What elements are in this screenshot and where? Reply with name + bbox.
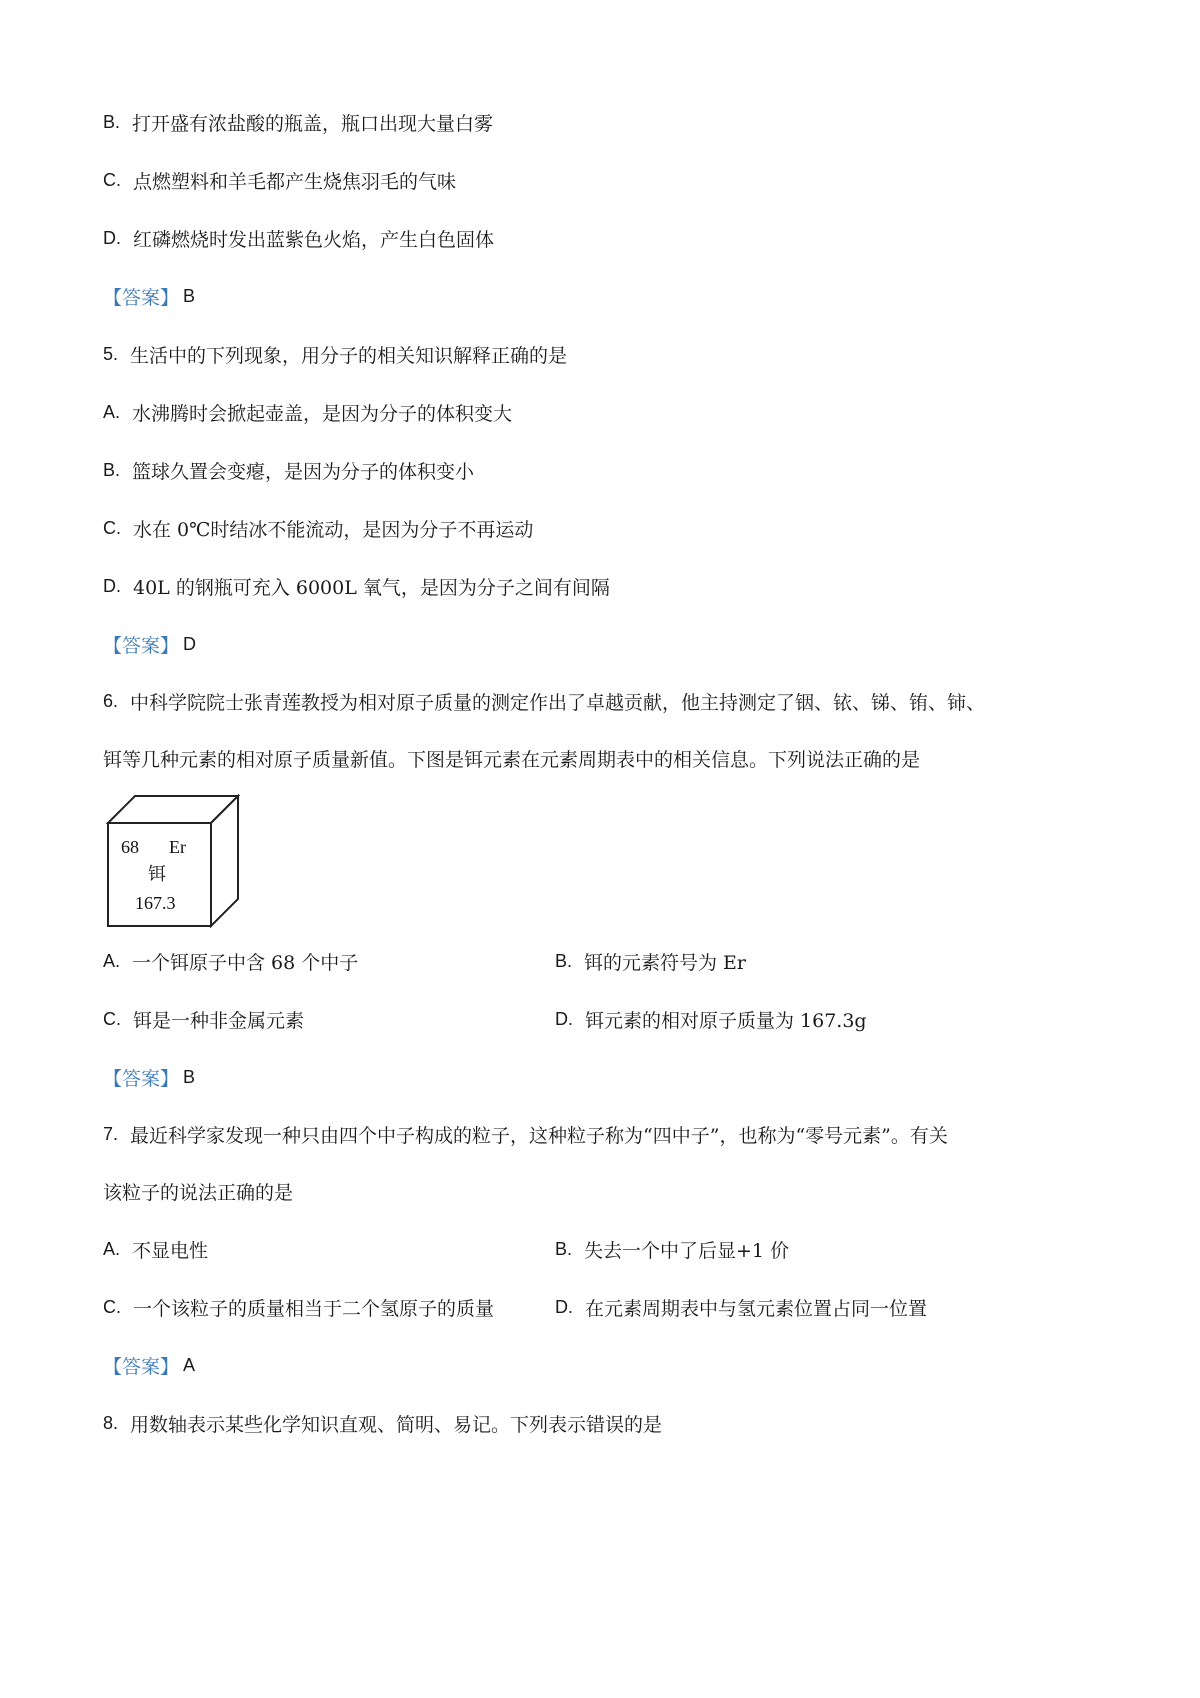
- question-text: 用数轴表示某些化学知识直观、简明、易记。下列表示错误的是: [130, 1413, 663, 1436]
- option-label: B.: [555, 950, 573, 971]
- q7-option-d: [555, 1294, 1007, 1321]
- q7-stem-line-1: [103, 1106, 1103, 1163]
- element-symbol: Er: [169, 837, 186, 857]
- q8-stem: [103, 1394, 1103, 1452]
- q6-option-b: [555, 948, 1007, 975]
- option-text: 不显电性: [132, 1239, 209, 1262]
- option-label: C.: [103, 169, 121, 190]
- element-cell-cube: [103, 791, 253, 931]
- option-label: A.: [103, 1238, 121, 1259]
- option-label: C.: [103, 517, 121, 538]
- q7-option-c: [103, 1294, 555, 1321]
- q6-stem-line-1: [103, 673, 1103, 730]
- option-label: A.: [103, 401, 121, 422]
- q6-options-row-1: [103, 932, 1103, 990]
- answer-value: B: [183, 285, 196, 306]
- option-label: B.: [555, 1238, 573, 1259]
- answer-value: A: [183, 1354, 196, 1375]
- option-text: 打开盛有浓盐酸的瓶盖，瓶口出现大量白雾: [132, 112, 494, 135]
- q4-option-d: [103, 209, 1103, 267]
- q5-stem: [103, 325, 1103, 383]
- question-number: 7.: [103, 1124, 119, 1144]
- element-name: 铒: [148, 864, 166, 885]
- q6-option-c: [103, 1006, 555, 1033]
- question-text: 该粒子的说法正确的是: [103, 1182, 294, 1204]
- question-4-options: [103, 93, 1103, 267]
- question-text: 铒等几种元素的相对原子质量新值。下图是铒元素在元素周期表中的相关信息。下列说法正确的是: [103, 749, 921, 771]
- option-text: 水沸腾时会掀起壶盖，是因为分子的体积变大: [132, 402, 513, 425]
- option-text: 40L 的钢瓶可充入 6000L 氧气，是因为分子之间有间隔: [133, 576, 610, 599]
- option-text: 一个该粒子的质量相当于二个氢原子的质量: [133, 1297, 495, 1320]
- q5-option-b: [103, 441, 1103, 499]
- q6-options-row-2: [103, 990, 1103, 1048]
- option-label: C.: [103, 1008, 121, 1029]
- q6-option-a: [103, 948, 555, 975]
- q7-stem-line-2: [103, 1163, 1103, 1220]
- answer-value: D: [183, 633, 197, 654]
- option-label: D.: [555, 1296, 573, 1317]
- option-text: 点燃塑料和羊毛都产生烧焦羽毛的气味: [133, 170, 457, 193]
- atomic-mass: 167.3: [135, 893, 176, 913]
- q6-stem-line-2: [103, 730, 1103, 787]
- option-text: 失去一个中了后显+1 价: [584, 1239, 790, 1262]
- option-text: 铒的元素符号为 Er: [584, 951, 747, 974]
- option-label: B.: [103, 111, 121, 132]
- atomic-number: 68: [121, 837, 139, 857]
- option-text: 一个铒原子中含 68 个中子: [132, 951, 359, 974]
- option-label: D.: [103, 227, 121, 248]
- option-label: B.: [103, 459, 121, 480]
- question-number: 5.: [103, 343, 119, 364]
- answer-value: B: [183, 1066, 196, 1087]
- q7-option-a: [103, 1236, 555, 1263]
- question-text: 中科学院院士张青莲教授为相对原子质量的测定作出了卓越贡献，他主持测定了铟、铱、锑、铕、铈、: [130, 692, 986, 714]
- option-text: 红磷燃烧时发出蓝紫色火焰，产生白色固体: [133, 228, 495, 251]
- option-text: 铒是一种非金属元素: [133, 1009, 305, 1032]
- option-text: 铒元素的相对原子质量为 167.3g: [585, 1009, 867, 1032]
- q5-option-c: [103, 499, 1103, 557]
- q7-options-row-1: [103, 1220, 1103, 1278]
- option-label: D.: [555, 1008, 573, 1029]
- option-label: D.: [103, 575, 121, 596]
- q4-option-b: [103, 93, 1103, 151]
- q7-answer: [103, 1336, 1103, 1394]
- option-label: C.: [103, 1296, 121, 1317]
- q7-option-b: [555, 1236, 1007, 1263]
- q4-option-c: [103, 151, 1103, 209]
- option-text: 水在 0℃时结冰不能流动，是因为分子不再运动: [133, 518, 534, 541]
- answer-label: 【答案】: [103, 1355, 180, 1378]
- answer-label: 【答案】: [103, 286, 180, 309]
- answer-label: 【答案】: [103, 1067, 180, 1090]
- question-number: 6.: [103, 691, 119, 711]
- option-label: A.: [103, 950, 121, 971]
- q6-answer: [103, 1048, 1103, 1106]
- q5-option-a: [103, 383, 1103, 441]
- q5-option-d: [103, 557, 1103, 615]
- option-text: 在元素周期表中与氢元素位置占同一位置: [585, 1297, 928, 1320]
- exam-page: [103, 93, 1103, 1452]
- question-number: 8.: [103, 1412, 119, 1433]
- option-text: 篮球久置会变瘪，是因为分子的体积变小: [132, 460, 475, 483]
- q7-options-row-2: [103, 1278, 1103, 1336]
- answer-label: 【答案】: [103, 634, 180, 657]
- question-text: 生活中的下列现象，用分子的相关知识解释正确的是: [130, 344, 568, 367]
- q6-option-d: [555, 1006, 1007, 1033]
- q4-answer: [103, 267, 1103, 325]
- question-text: 最近科学家发现一种只由四个中子构成的粒子，这种粒子称为“四中子”，也称为“零号元素”。有关: [130, 1125, 948, 1147]
- element-cell-figure: [103, 787, 1103, 932]
- q5-answer: [103, 615, 1103, 673]
